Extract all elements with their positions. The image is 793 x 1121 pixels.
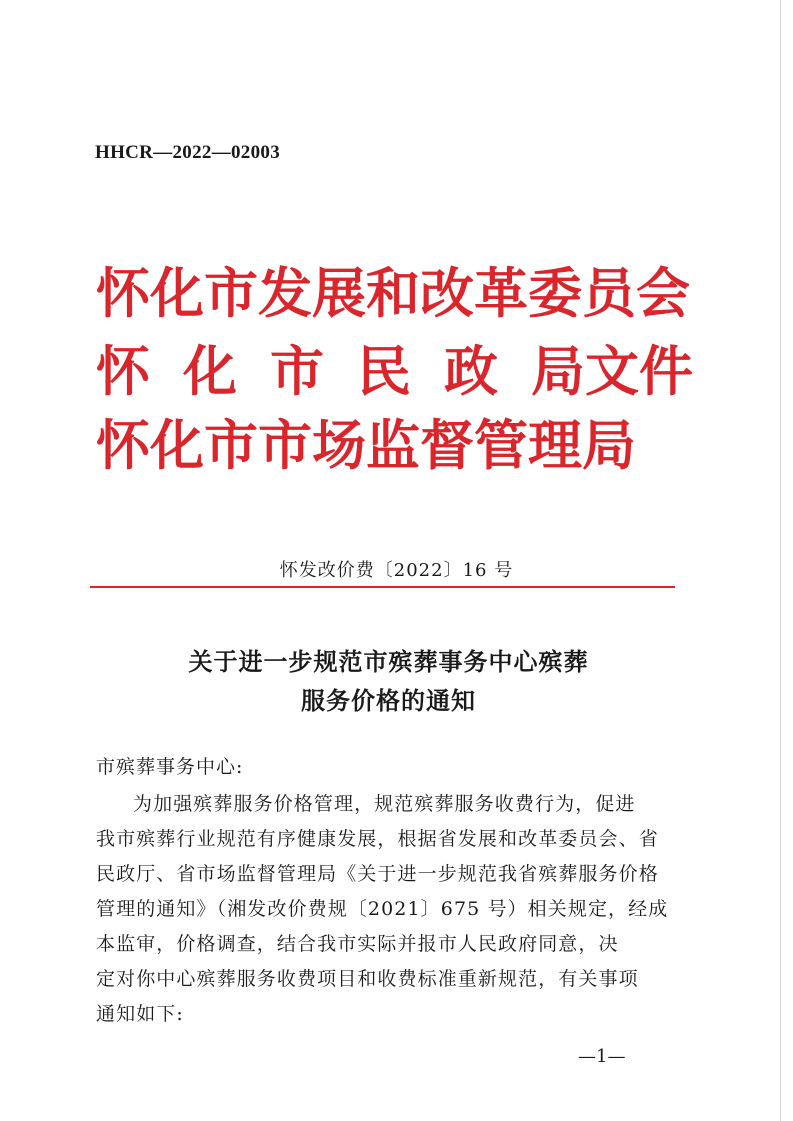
issuer-line-2 [96,340,693,404]
issuer-line-3: 怀化市市场监督管理局 [96,414,636,477]
issuer-word: 局文件 [531,340,693,403]
red-divider [90,586,675,588]
document-code: HHCR—2022—02003 [95,142,280,163]
issuer-word: 政 [444,340,498,403]
document-title-line-1: 关于进一步规范市殡葬事务中心殡葬 [188,648,589,676]
body-line: 定对你中心殡葬服务收费项目和收费标准重新规范，有关事项 [96,968,639,990]
body-line: 本监审，价格调查，结合我市实际并报市人民政府同意，决 [96,933,619,955]
issuer-word: 怀 [96,340,150,403]
body-line: 我市殡葬行业规范有序健康发展，根据省发展和改革委员会、省 [96,828,659,850]
issuer-word: 化 [183,340,237,403]
page-number: —1— [578,1046,626,1067]
body-line: 民政厅、省市场监督管理局《关于进一步规范我省殡葬服务价格 [96,863,659,885]
salutation: 市殡葬事务中心: [96,756,244,778]
document-title-line-2: 服务价格的通知 [301,687,476,715]
issuer-word: 民 [357,340,411,403]
issuer-line-1: 怀化市发展和改革委员会 [96,262,690,325]
body-line: 通知如下: [96,1003,184,1025]
body-line: 为加强殡葬服务价格管理，规范殡葬服务收费行为，促进 [133,793,636,815]
body-line: 管理的通知》（湘发改价费规〔2021〕675 号）相关规定，经成 [96,898,669,920]
issuer-word: 市 [270,340,324,403]
document-number: 怀发改价费〔2022〕16 号 [279,560,514,581]
